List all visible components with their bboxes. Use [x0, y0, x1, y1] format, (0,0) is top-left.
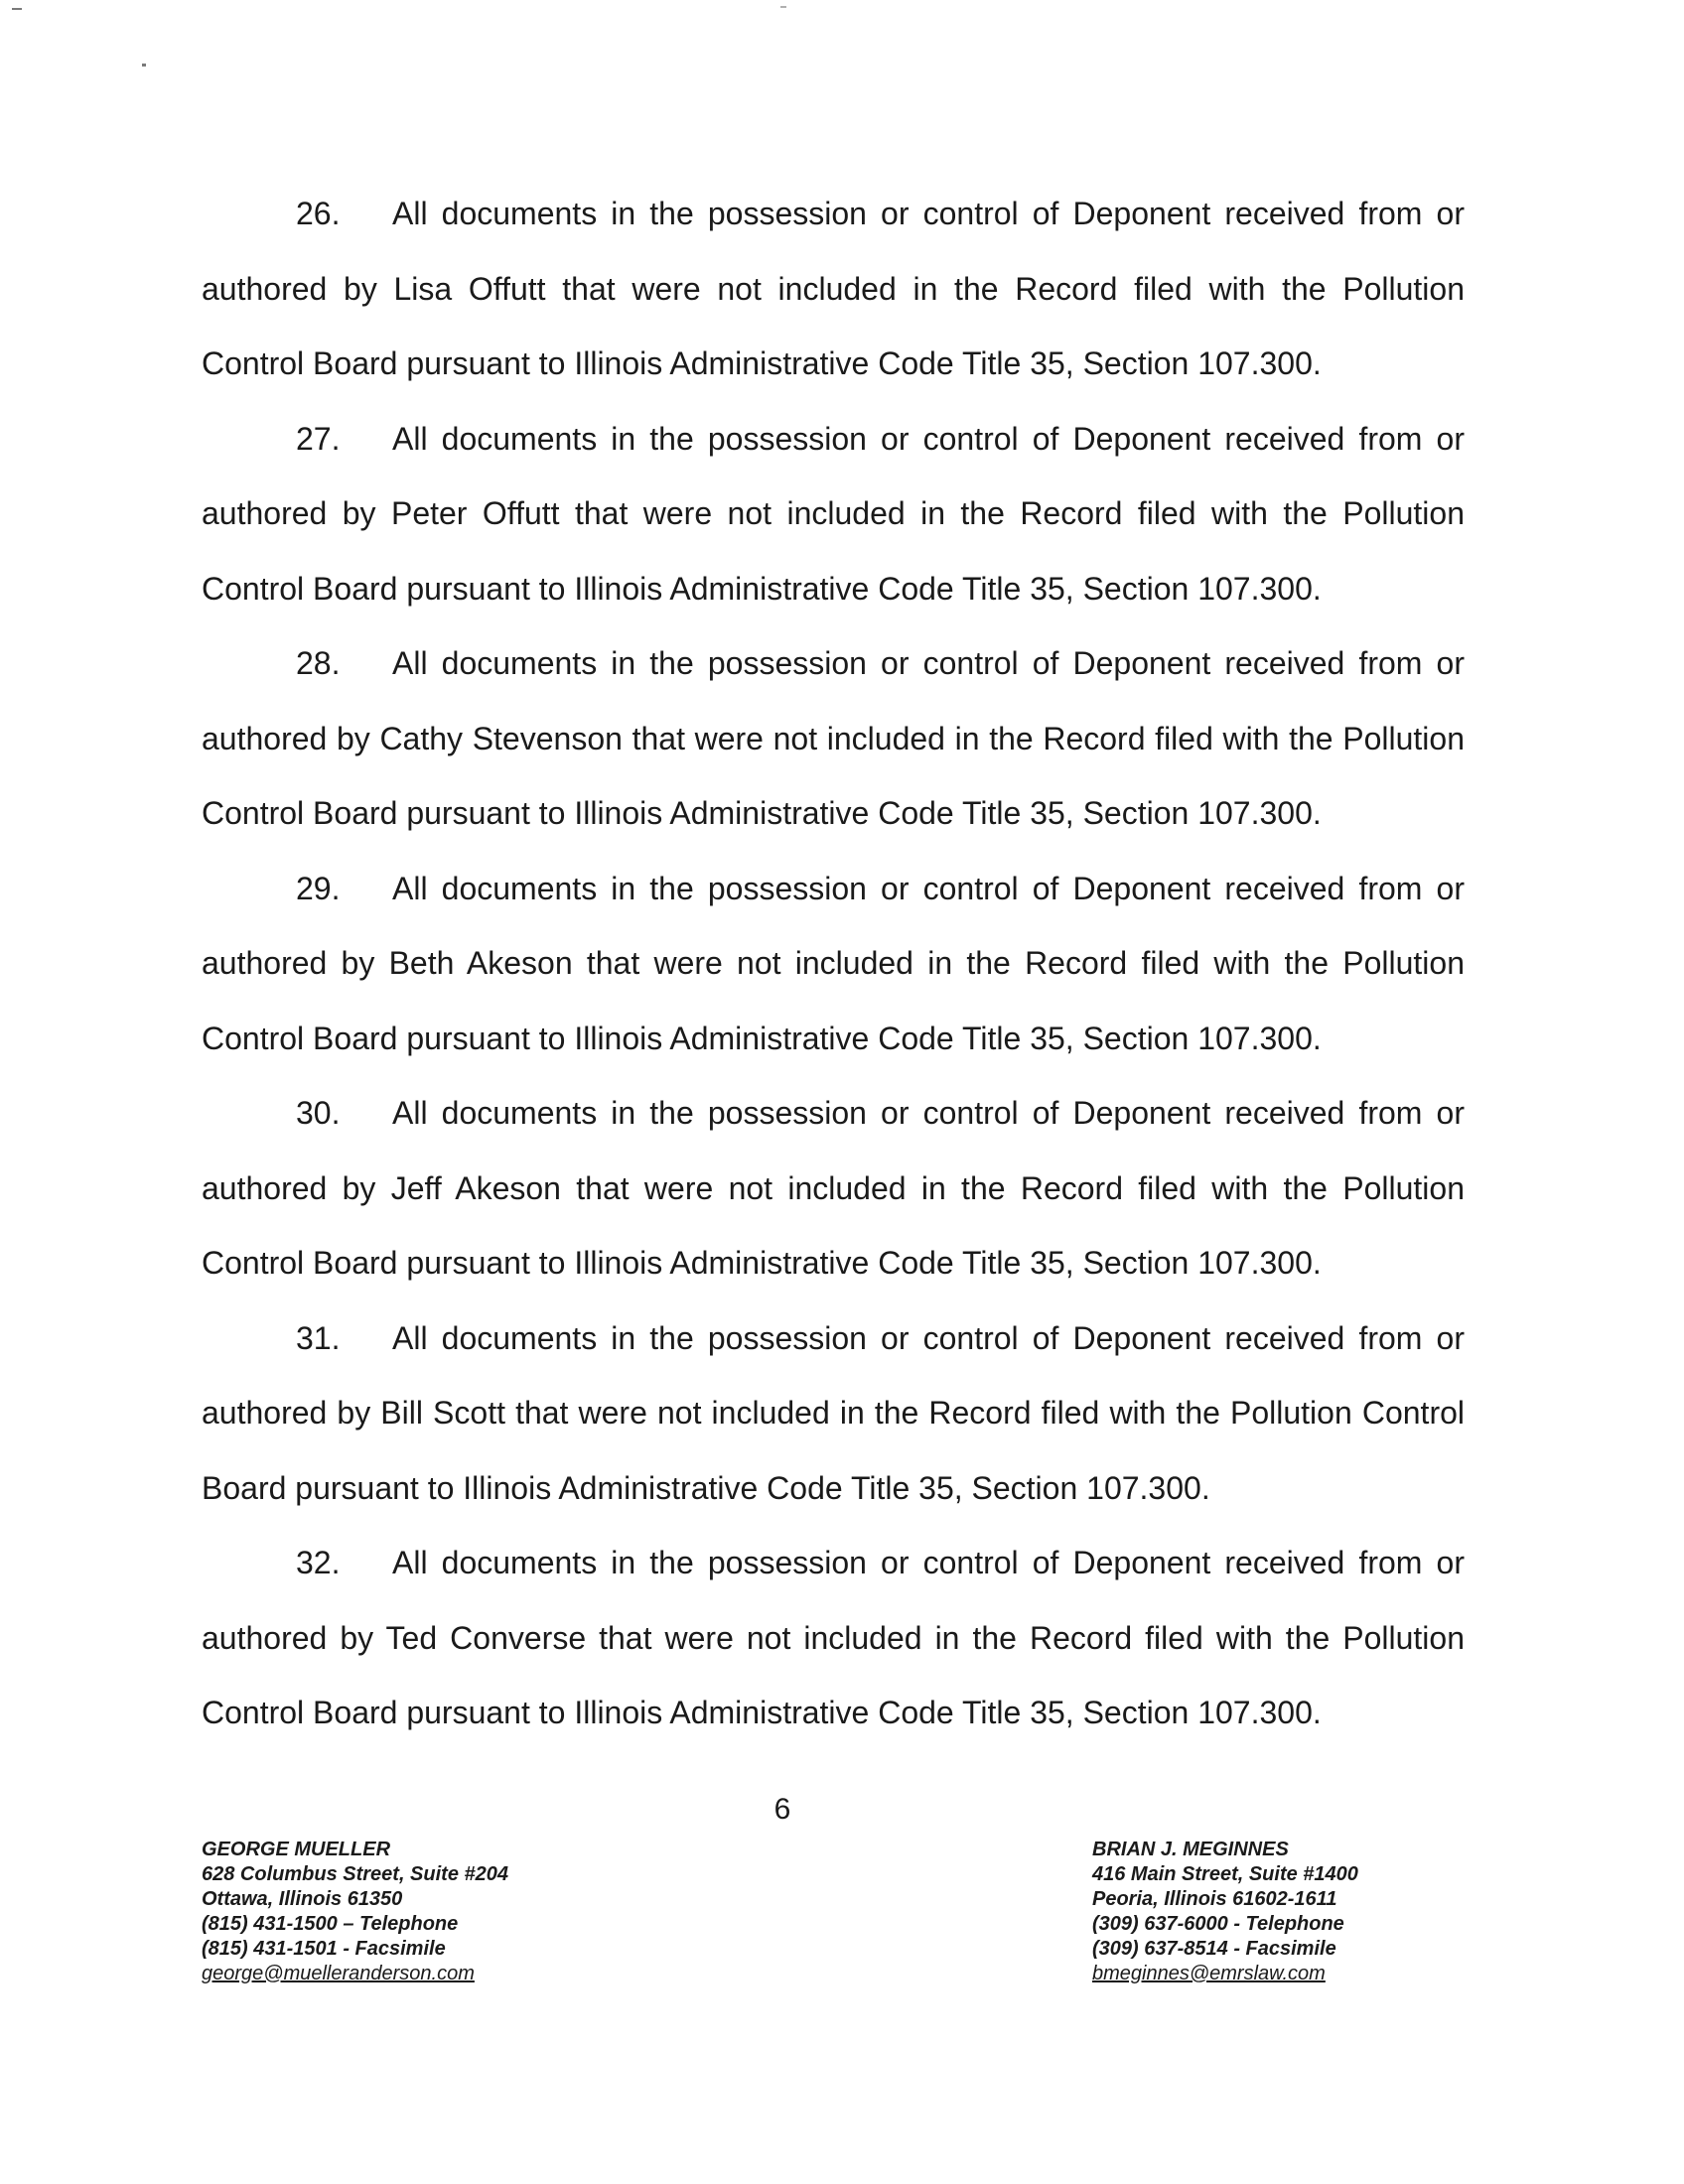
attorney-city-line: Peoria, Illinois 61602-1611 — [1092, 1888, 1337, 1910]
attorney-address-line: 628 Columbus Street, Suite #204 — [202, 1863, 509, 1885]
paragraph-number: 31. — [296, 1319, 341, 1356]
scan-artifact — [142, 64, 146, 67]
numbered-paragraph — [202, 852, 1465, 1077]
attorney-address-line: 416 Main Street, Suite #1400 — [1092, 1863, 1358, 1885]
attorney-telephone: (309) 637-6000 - Telephone — [1092, 1913, 1344, 1935]
footer-attorney-left — [202, 1838, 508, 1986]
scan-artifact — [780, 6, 786, 8]
paragraph-number: 29. — [296, 870, 341, 906]
paragraph-text: All documents in the possession or control of Deponent received from or authored by Beth Akeson that were not included in the Record filed with the Pollution Control Board pursuant to Illinois Administrative Code Title 35, Section 107.300. — [202, 870, 1465, 1056]
paragraph-number: 27. — [296, 420, 341, 457]
numbered-paragraph — [202, 177, 1465, 402]
attorney-city-line: Ottawa, Illinois 61350 — [202, 1888, 403, 1910]
numbered-paragraph — [202, 1526, 1465, 1751]
attorney-facsimile: (815) 431-1501 - Facsimile — [202, 1938, 446, 1960]
document-body — [202, 177, 1465, 1751]
paragraph-number: 32. — [296, 1545, 341, 1580]
attorney-facsimile: (309) 637-8514 - Facsimile — [1092, 1938, 1336, 1960]
attorney-name: BRIAN J. MEGINNES — [1092, 1839, 1289, 1860]
footer-attorney-right — [1092, 1838, 1358, 1986]
paragraph-number: 28. — [296, 645, 341, 681]
attorney-email-link[interactable]: george@muelleranderson.com — [202, 1963, 475, 1984]
paragraph-text: All documents in the possession or control of Deponent received from or authored by Jeff Akeson that were not included in the Record filed with the Pollution Control Board pursuant to Illinois Administrative Code Title 35, Section 107.300. — [202, 1095, 1465, 1281]
paragraph-text: All documents in the possession or control of Deponent received from or authored by Cathy Stevenson that were not included in the Record filed with the Pollution Control Board pursuant to Illinois Administrative Code Title 35, Section 107.300. — [202, 645, 1465, 831]
numbered-paragraph — [202, 1076, 1465, 1301]
paragraph-text: All documents in the possession or control of Deponent received from or authored by Ted Converse that were not included in the Record filed with the Pollution Control Board pursuant to Illinois Administrative Code Title 35, Section 107.300. — [202, 1545, 1465, 1730]
paragraph-number: 26. — [296, 196, 341, 231]
page-number: 6 — [773, 1793, 791, 1826]
paragraph-text: All documents in the possession or control of Deponent received from or authored by Lisa Offutt that were not included in the Record filed with the Pollution Control Board pursuant to Illinois Administrative Code Title 35, Section 107.300. — [202, 196, 1465, 381]
numbered-paragraph — [202, 402, 1465, 627]
paragraph-text: All documents in the possession or control of Deponent received from or authored by Bill Scott that were not included in the Record filed with the Pollution Control Board pursuant to Illinois Administrative Code Title 35, Section 107.300. — [202, 1319, 1465, 1506]
attorney-name: GEORGE MUELLER — [202, 1839, 391, 1860]
numbered-paragraph — [202, 626, 1465, 852]
attorney-telephone: (815) 431-1500 – Telephone — [202, 1913, 459, 1935]
numbered-paragraph — [202, 1301, 1465, 1527]
attorney-email-link[interactable]: bmeginnes@emrslaw.com — [1092, 1963, 1326, 1984]
paragraph-text: All documents in the possession or control of Deponent received from or authored by Peter Offutt that were not included in the Record filed with the Pollution Control Board pursuant to Illinois Administrative Code Title 35, Section 107.300. — [202, 420, 1465, 607]
scan-artifact — [12, 8, 22, 10]
paragraph-number: 30. — [296, 1095, 341, 1131]
